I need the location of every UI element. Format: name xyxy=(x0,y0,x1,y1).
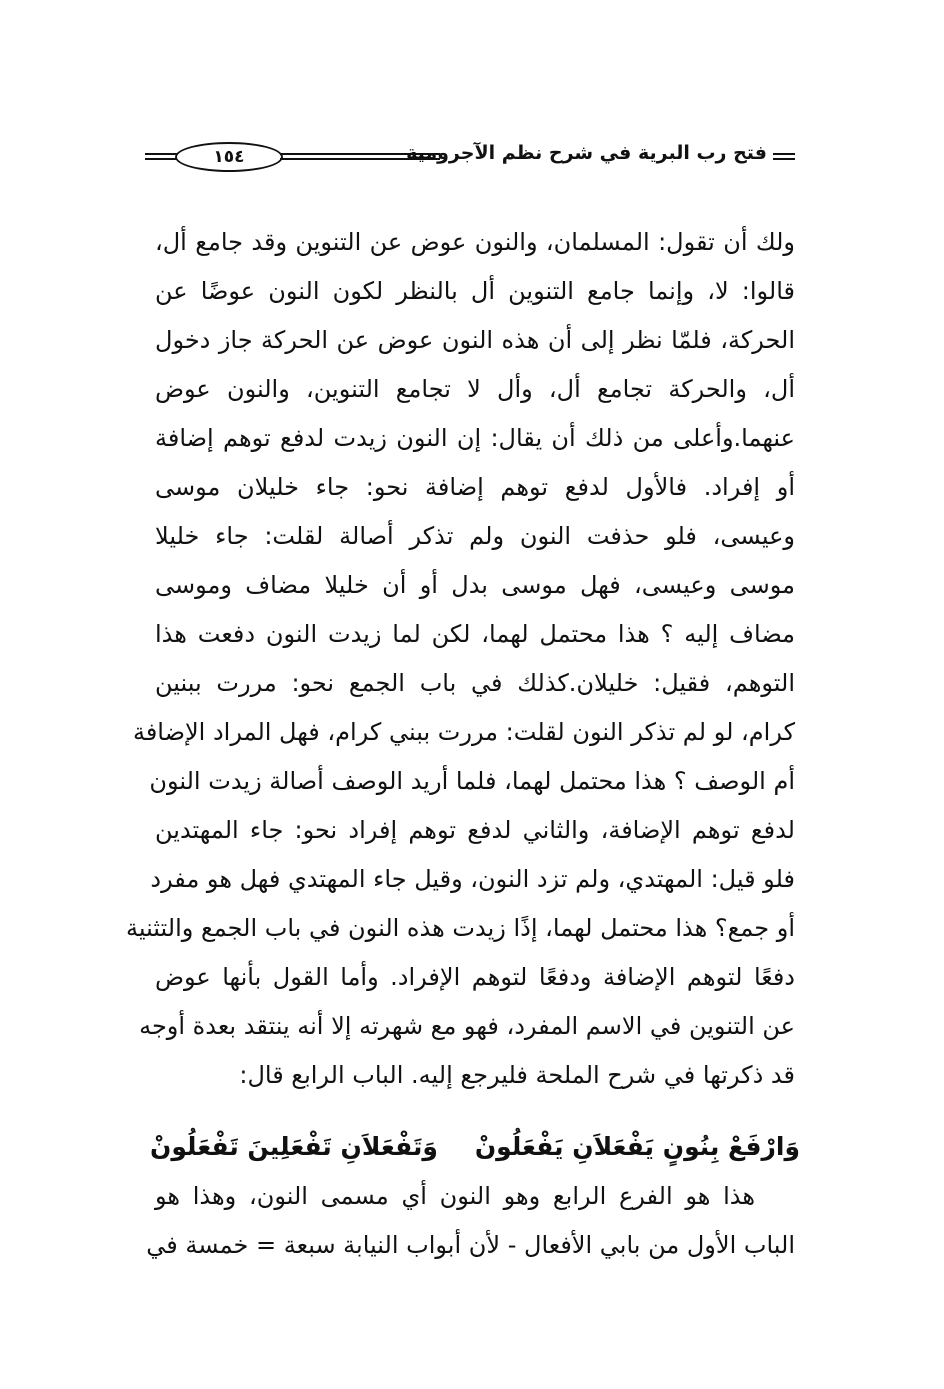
text-line: مضاف إليه ؟ هذا محتمل لهما، لكن لما زيدت النون دفعت هذا xyxy=(155,620,795,648)
text-line: الحركة، فلمّا نظر إلى أن هذه النون عوض عن الحركة جاز دخول xyxy=(155,326,795,354)
text-line: أم الوصف ؟ هذا محتمل لهما، فلما أريد الوصف أصالة زيدت النون xyxy=(149,767,795,795)
text-line: قالوا: لا، وإنما جامع التنوين أل بالنظر لكون النون عوضًا عن xyxy=(155,277,795,305)
verse-second-hemistich: وَتَفْعَلاَنِ تَفْعَلِينَ تَفْعَلُونْ xyxy=(150,1132,438,1161)
header-rule-middle xyxy=(280,153,440,160)
text-line: أل، والحركة تجامع أل، وأل لا تجامع التنوين، والنون عوض xyxy=(155,375,795,403)
text-line: أو إفراد. فالأول لدفع توهم إضافة نحو: جاء خليلان موسى xyxy=(155,473,795,501)
page-number: ١٥٤ xyxy=(175,142,283,172)
book-title: فتح رب البرية في شرح نظم الآجرومية xyxy=(406,142,767,164)
running-header xyxy=(145,140,795,176)
text-line: التوهم، فقيل: خليلان.كذلك في باب الجمع نحو: مررت ببنين xyxy=(155,669,795,697)
text-line: هذا هو الفرع الرابع وهو النون أي مسمى النون، وهذا هو xyxy=(155,1182,755,1210)
poem-verse xyxy=(150,1122,800,1172)
header-rule-left xyxy=(145,153,177,160)
text-line: لدفع توهم الإضافة، والثاني لدفع توهم إفراد نحو: جاء المهتدين xyxy=(155,816,795,844)
commentary-paragraph xyxy=(146,1172,795,1270)
text-line: الباب الأول من بابي الأفعال - لأن أبواب النيابة سبعة = خمسة في xyxy=(146,1231,795,1259)
verse-first-hemistich: وَارْفَعْ بِنُونٍ يَفْعَلاَنِ يَفْعَلُونْ xyxy=(474,1132,800,1161)
text-line: وعيسى، فلو حذفت النون ولم تذكر أصالة لقلت: جاء خليلا xyxy=(155,522,795,550)
text-line: أو جمع؟ هذا محتمل لهما، إذًا زيدت هذه النون في باب الجمع والتثنية xyxy=(125,914,795,942)
text-line: كرام، لو لم تذكر النون لقلت: مررت ببني كرام، فهل المراد الإضافة xyxy=(132,718,795,746)
header-rule-right xyxy=(773,153,795,160)
main-paragraph xyxy=(125,218,795,1100)
text-line: دفعًا لتوهم الإضافة ودفعًا لتوهم الإفراد. وأما القول بأنها عوض xyxy=(155,963,795,991)
text-line: موسى وعيسى، فهل موسى بدل أو أن خليلا مضاف وموسى xyxy=(155,571,795,599)
text-line: قد ذكرتها في شرح الملحة فليرجع إليه. الباب الرابع قال: xyxy=(239,1061,795,1089)
text-line: عن التنوين في الاسم المفرد، فهو مع شهرته إلا أنه ينتقد بعدة أوجه xyxy=(139,1012,795,1040)
text-line: فلو قيل: المهتدي، ولم تزد النون، وقيل جاء المهتدي فهل هو مفرد xyxy=(150,865,795,893)
text-line: ولك أن تقول: المسلمان، والنون عوض عن التنوين وقد جامع أل، xyxy=(155,228,795,256)
text-line: عنهما.وأعلى من ذلك أن يقال: إن النون زيدت لدفع توهم إضافة xyxy=(155,424,795,452)
